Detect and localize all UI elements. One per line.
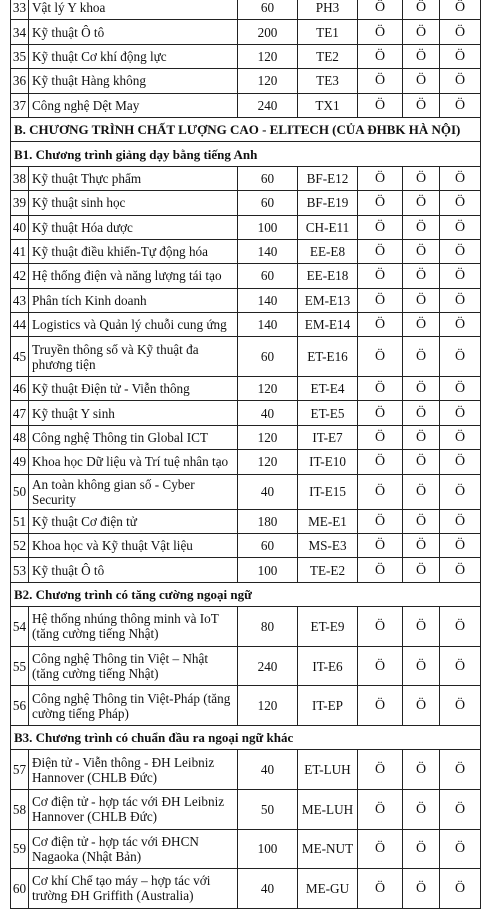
mark-cell: Ö [440, 789, 481, 829]
program-code: TX1 [298, 93, 358, 117]
table-row [11, 607, 481, 647]
mark-cell: Ö [403, 869, 440, 909]
row-number: 52 [11, 534, 29, 558]
program-name: Kỹ thuật Y sinh [29, 401, 238, 425]
mark-cell: Ö [403, 337, 440, 377]
program-name: Cơ điện tử - hợp tác với ĐH Leibniz Hannover (CHLB Đức) [29, 789, 238, 829]
mark-cell: Ö [403, 215, 440, 239]
quota-value: 120 [238, 44, 298, 68]
mark-cell: Ö [358, 750, 403, 790]
section-heading: B3. Chương trình có chuẩn đầu ra ngoại ngữ khác [11, 725, 481, 749]
mark-cell: Ö [403, 377, 440, 401]
mark-cell: Ö [358, 377, 403, 401]
section-heading: B. CHƯƠNG TRÌNH CHẤT LƯỢNG CAO - ELITECH (CỦA ĐHBK HÀ NỘI) [11, 117, 481, 141]
mark-cell: Ö [440, 69, 481, 93]
program-code: IT-E7 [298, 425, 358, 449]
row-number: 51 [11, 509, 29, 533]
quota-value: 50 [238, 789, 298, 829]
mark-cell: Ö [403, 401, 440, 425]
mark-cell: Ö [358, 337, 403, 377]
mark-cell: Ö [358, 69, 403, 93]
table-row [11, 166, 481, 190]
mark-cell: Ö [358, 93, 403, 117]
table-row [11, 509, 481, 533]
program-code: IT-E10 [298, 450, 358, 474]
mark-cell: Ö [358, 686, 403, 726]
row-number: 48 [11, 425, 29, 449]
program-code: CH-E11 [298, 215, 358, 239]
program-code: ET-E5 [298, 401, 358, 425]
mark-cell: Ö [358, 509, 403, 533]
program-code: EM-E13 [298, 288, 358, 312]
row-number: 54 [11, 607, 29, 647]
table-row [11, 558, 481, 582]
mark-cell: Ö [440, 646, 481, 686]
mark-cell: Ö [403, 789, 440, 829]
mark-cell: Ö [358, 0, 403, 20]
program-code: ME-LUH [298, 789, 358, 829]
quota-value: 120 [238, 425, 298, 449]
quota-value: 40 [238, 869, 298, 909]
mark-cell: Ö [358, 789, 403, 829]
table-row [11, 20, 481, 44]
program-code: EM-E14 [298, 313, 358, 337]
mark-cell: Ö [358, 558, 403, 582]
table-row [11, 377, 481, 401]
program-name: Cơ điện tử - hợp tác với ĐHCN Nagaoka (Nhật Bản) [29, 829, 238, 869]
mark-cell: Ö [403, 425, 440, 449]
mark-cell: Ö [440, 750, 481, 790]
mark-cell: Ö [440, 401, 481, 425]
program-table-body [11, 0, 481, 908]
mark-cell: Ö [403, 313, 440, 337]
row-number: 40 [11, 215, 29, 239]
mark-cell: Ö [440, 337, 481, 377]
section-heading-row [11, 142, 481, 166]
quota-value: 60 [238, 337, 298, 377]
row-number: 36 [11, 69, 29, 93]
program-code: IT-E15 [298, 474, 358, 509]
program-name: Công nghệ Thông tin Global ICT [29, 425, 238, 449]
program-name: Kỹ thuật Ô tô [29, 20, 238, 44]
program-name: Kỹ thuật Ô tô [29, 558, 238, 582]
program-code: PH3 [298, 0, 358, 20]
mark-cell: Ö [358, 401, 403, 425]
table-row [11, 215, 481, 239]
mark-cell: Ö [403, 288, 440, 312]
row-number: 39 [11, 191, 29, 215]
program-code: ET-E9 [298, 607, 358, 647]
table-row [11, 239, 481, 263]
row-number: 53 [11, 558, 29, 582]
program-name: Kỹ thuật Thực phẩm [29, 166, 238, 190]
table-row [11, 646, 481, 686]
quota-value: 100 [238, 829, 298, 869]
quota-value: 120 [238, 686, 298, 726]
table-row [11, 789, 481, 829]
row-number: 43 [11, 288, 29, 312]
program-name: Khoa học Dữ liệu và Trí tuệ nhân tạo [29, 450, 238, 474]
program-code: IT-EP [298, 686, 358, 726]
mark-cell: Ö [403, 534, 440, 558]
row-number: 37 [11, 93, 29, 117]
quota-value: 140 [238, 239, 298, 263]
mark-cell: Ö [440, 450, 481, 474]
row-number: 38 [11, 166, 29, 190]
quota-value: 200 [238, 20, 298, 44]
mark-cell: Ö [358, 264, 403, 288]
row-number: 56 [11, 686, 29, 726]
quota-value: 60 [238, 191, 298, 215]
mark-cell: Ö [440, 20, 481, 44]
mark-cell: Ö [403, 558, 440, 582]
mark-cell: Ö [358, 450, 403, 474]
program-code: ET-LUH [298, 750, 358, 790]
program-name: Vật lý Y khoa [29, 0, 238, 20]
quota-value: 120 [238, 69, 298, 93]
program-code: ME-E1 [298, 509, 358, 533]
table-row [11, 474, 481, 509]
program-name: Kỹ thuật Hàng không [29, 69, 238, 93]
mark-cell: Ö [440, 239, 481, 263]
program-code: ME-GU [298, 869, 358, 909]
mark-cell: Ö [358, 646, 403, 686]
program-name: Công nghệ Thông tin Việt-Pháp (tăng cường tiếng Pháp) [29, 686, 238, 726]
mark-cell: Ö [358, 20, 403, 44]
table-row [11, 93, 481, 117]
quota-value: 180 [238, 509, 298, 533]
quota-value: 60 [238, 0, 298, 20]
mark-cell: Ö [440, 829, 481, 869]
mark-cell: Ö [440, 869, 481, 909]
quota-value: 60 [238, 264, 298, 288]
quota-value: 100 [238, 215, 298, 239]
program-name: Công nghệ Dệt May [29, 93, 238, 117]
table-row [11, 0, 481, 20]
program-code: BF-E19 [298, 191, 358, 215]
mark-cell: Ö [403, 166, 440, 190]
row-number: 59 [11, 829, 29, 869]
table-row [11, 337, 481, 377]
program-name: Điện tử - Viễn thông - ĐH Leibniz Hannover (CHLB Đức) [29, 750, 238, 790]
program-name: Hệ thống nhúng thông minh và IoT (tăng cường tiếng Nhật) [29, 607, 238, 647]
program-code: BF-E12 [298, 166, 358, 190]
mark-cell: Ö [440, 0, 481, 20]
quota-value: 40 [238, 401, 298, 425]
row-number: 44 [11, 313, 29, 337]
program-name: Hệ thống điện và năng lượng tái tạo [29, 264, 238, 288]
row-number: 47 [11, 401, 29, 425]
row-number: 60 [11, 869, 29, 909]
table-row [11, 686, 481, 726]
mark-cell: Ö [440, 44, 481, 68]
quota-value: 120 [238, 450, 298, 474]
mark-cell: Ö [403, 607, 440, 647]
program-name: Công nghệ Thông tin Việt – Nhật (tăng cường tiếng Nhật) [29, 646, 238, 686]
quota-value: 240 [238, 646, 298, 686]
mark-cell: Ö [440, 474, 481, 509]
quota-value: 60 [238, 534, 298, 558]
mark-cell: Ö [358, 425, 403, 449]
mark-cell: Ö [358, 474, 403, 509]
row-number: 49 [11, 450, 29, 474]
section-heading-row [11, 725, 481, 749]
program-name: Khoa học và Kỹ thuật Vật liệu [29, 534, 238, 558]
mark-cell: Ö [440, 93, 481, 117]
row-number: 46 [11, 377, 29, 401]
row-number: 45 [11, 337, 29, 377]
mark-cell: Ö [440, 686, 481, 726]
mark-cell: Ö [358, 829, 403, 869]
mark-cell: Ö [358, 607, 403, 647]
table-row [11, 191, 481, 215]
section-heading: B2. Chương trình có tăng cường ngoại ngữ [11, 582, 481, 606]
table-row [11, 829, 481, 869]
quota-value: 40 [238, 750, 298, 790]
mark-cell: Ö [440, 215, 481, 239]
row-number: 41 [11, 239, 29, 263]
row-number: 42 [11, 264, 29, 288]
table-row [11, 869, 481, 909]
program-name: Kỹ thuật sinh học [29, 191, 238, 215]
mark-cell: Ö [403, 44, 440, 68]
section-heading: B1. Chương trình giảng dạy bằng tiếng Anh [11, 142, 481, 166]
program-code: TE3 [298, 69, 358, 93]
mark-cell: Ö [358, 288, 403, 312]
program-name: Cơ khí Chế tạo máy – hợp tác với trường ĐH Griffith (Australia) [29, 869, 238, 909]
mark-cell: Ö [403, 686, 440, 726]
program-name: An toàn không gian số - Cyber Security [29, 474, 238, 509]
mark-cell: Ö [358, 191, 403, 215]
mark-cell: Ö [403, 93, 440, 117]
mark-cell: Ö [440, 377, 481, 401]
program-name: Truyền thông số và Kỹ thuật đa phương tiện [29, 337, 238, 377]
row-number: 34 [11, 20, 29, 44]
row-number: 57 [11, 750, 29, 790]
row-number: 35 [11, 44, 29, 68]
program-code: ET-E16 [298, 337, 358, 377]
row-number: 50 [11, 474, 29, 509]
table-row [11, 534, 481, 558]
table-row [11, 313, 481, 337]
program-code: TE1 [298, 20, 358, 44]
program-name: Kỹ thuật Hóa dược [29, 215, 238, 239]
program-name: Kỹ thuật điều khiển-Tự động hóa [29, 239, 238, 263]
mark-cell: Ö [403, 239, 440, 263]
mark-cell: Ö [358, 313, 403, 337]
program-name: Phân tích Kinh doanh [29, 288, 238, 312]
mark-cell: Ö [440, 558, 481, 582]
mark-cell: Ö [403, 509, 440, 533]
row-number: 58 [11, 789, 29, 829]
program-code: EE-E18 [298, 264, 358, 288]
program-table [10, 0, 481, 909]
table-row [11, 401, 481, 425]
quota-value: 140 [238, 313, 298, 337]
section-heading-row [11, 582, 481, 606]
quota-value: 140 [238, 288, 298, 312]
mark-cell: Ö [358, 215, 403, 239]
mark-cell: Ö [358, 534, 403, 558]
section-heading-row [11, 117, 481, 141]
mark-cell: Ö [440, 534, 481, 558]
mark-cell: Ö [440, 313, 481, 337]
table-row [11, 69, 481, 93]
program-name: Kỹ thuật Cơ điện tử [29, 509, 238, 533]
program-code: MS-E3 [298, 534, 358, 558]
mark-cell: Ö [358, 166, 403, 190]
quota-value: 100 [238, 558, 298, 582]
row-number: 55 [11, 646, 29, 686]
mark-cell: Ö [403, 0, 440, 20]
mark-cell: Ö [403, 450, 440, 474]
program-name: Kỹ thuật Điện tử - Viễn thông [29, 377, 238, 401]
table-row [11, 425, 481, 449]
quota-value: 80 [238, 607, 298, 647]
mark-cell: Ö [440, 288, 481, 312]
table-row [11, 450, 481, 474]
mark-cell: Ö [358, 869, 403, 909]
program-code: ET-E4 [298, 377, 358, 401]
program-name: Kỹ thuật Cơ khí động lực [29, 44, 238, 68]
table-row [11, 750, 481, 790]
program-name: Logistics và Quản lý chuỗi cung ứng [29, 313, 238, 337]
table-row [11, 288, 481, 312]
program-code: IT-E6 [298, 646, 358, 686]
mark-cell: Ö [440, 425, 481, 449]
mark-cell: Ö [358, 239, 403, 263]
mark-cell: Ö [403, 20, 440, 44]
quota-value: 40 [238, 474, 298, 509]
mark-cell: Ö [403, 264, 440, 288]
program-code: EE-E8 [298, 239, 358, 263]
program-code: TE2 [298, 44, 358, 68]
quota-value: 240 [238, 93, 298, 117]
quota-value: 120 [238, 377, 298, 401]
mark-cell: Ö [403, 191, 440, 215]
table-row [11, 44, 481, 68]
row-number: 33 [11, 0, 29, 20]
program-code: ME-NUT [298, 829, 358, 869]
mark-cell: Ö [440, 607, 481, 647]
mark-cell: Ö [358, 44, 403, 68]
mark-cell: Ö [403, 474, 440, 509]
mark-cell: Ö [403, 750, 440, 790]
mark-cell: Ö [403, 646, 440, 686]
mark-cell: Ö [440, 166, 481, 190]
mark-cell: Ö [440, 191, 481, 215]
mark-cell: Ö [440, 264, 481, 288]
program-code: TE-E2 [298, 558, 358, 582]
table-row [11, 264, 481, 288]
mark-cell: Ö [403, 69, 440, 93]
quota-value: 60 [238, 166, 298, 190]
mark-cell: Ö [403, 829, 440, 869]
mark-cell: Ö [440, 509, 481, 533]
